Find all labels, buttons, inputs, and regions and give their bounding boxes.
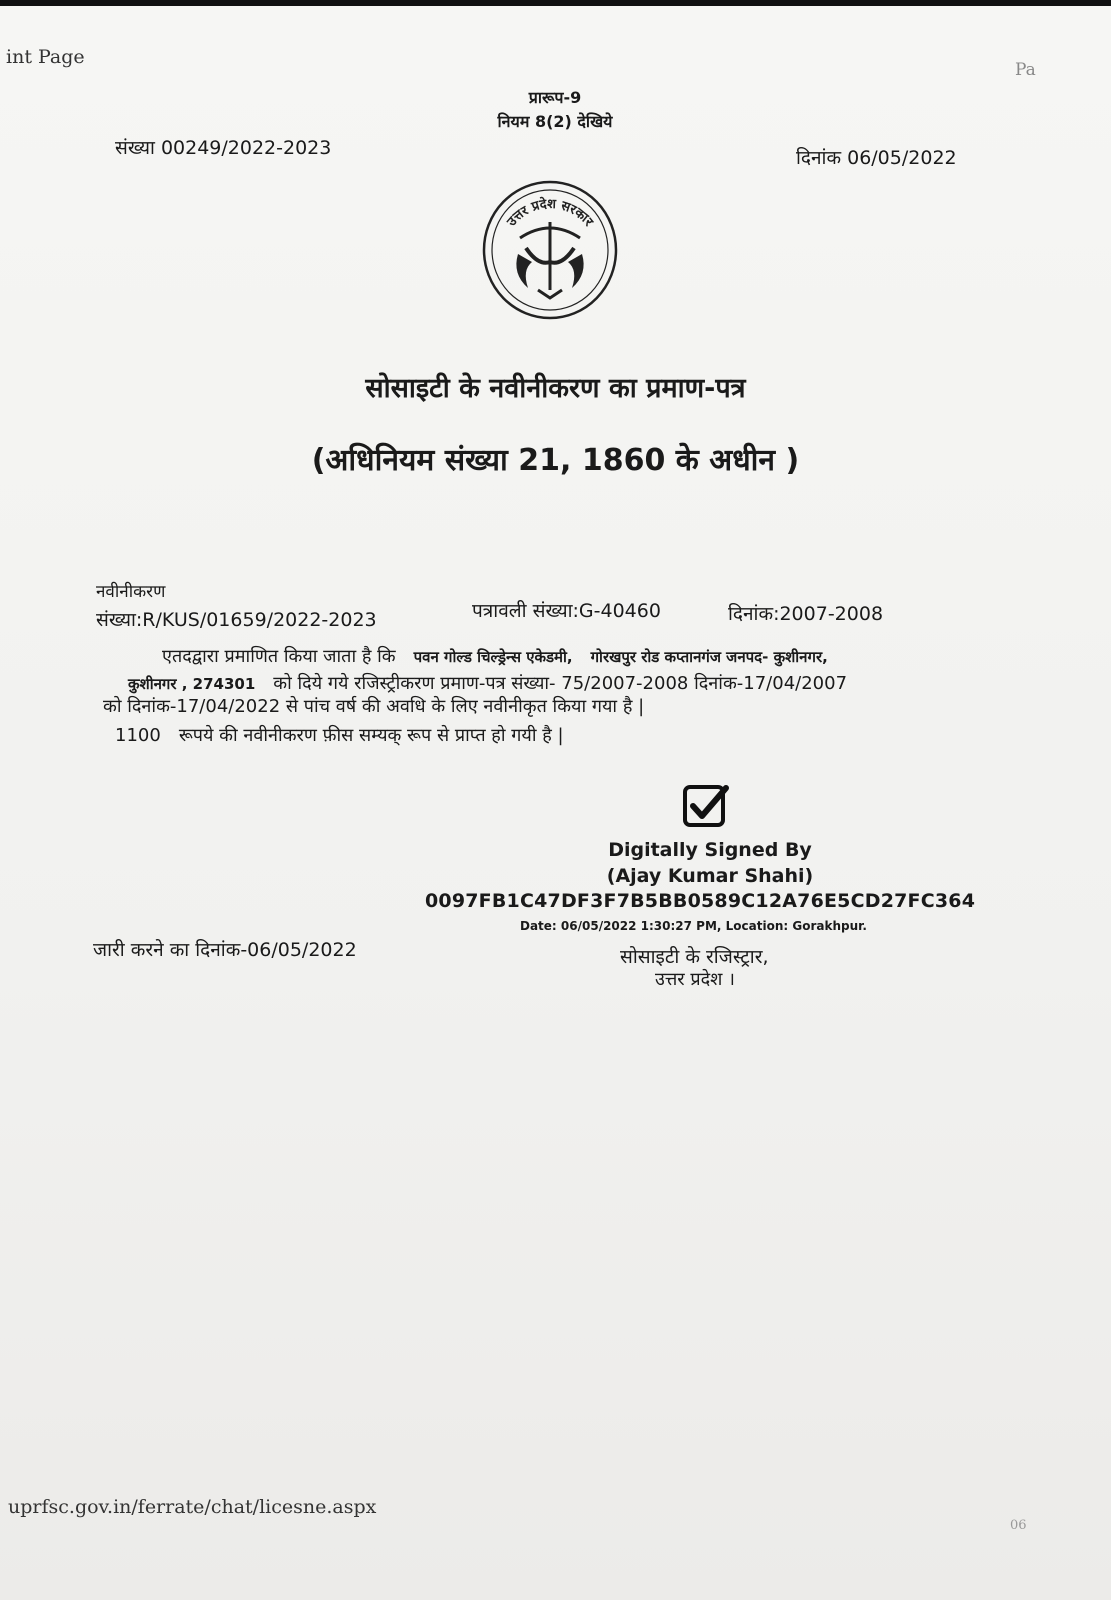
fee-text: रूपये की नवीनीकरण फ़ीस सम्यक् रूप से प्राप्त हो गयी है |: [178, 725, 564, 746]
document-date: दिनांक 06/05/2022: [796, 147, 957, 169]
registrar-title: सोसाइटी के रजिस्ट्रार,: [620, 946, 769, 968]
renewal-number: संख्या:R/KUS/01659/2022-2023: [96, 609, 377, 631]
svg-text:उत्तर प्रदेश सरकार: उत्तर प्रदेश सरकार: [504, 196, 596, 230]
file-number: पत्रावली संख्या:G-40460: [472, 600, 661, 622]
certificate-title: सोसाइटी के नवीनीकरण का प्रमाण-पत्र: [365, 373, 746, 404]
print-header: int Page: [6, 46, 85, 68]
society-pincode: कुशीनगर , 274301: [128, 675, 256, 693]
up-government-emblem-icon: [480, 178, 620, 322]
certificate-page: [0, 6, 1111, 1600]
body-line-2: [128, 671, 847, 695]
signature-date-location: Date: 06/05/2022 1:30:27 PM, Location: Gorakhpur.: [520, 919, 867, 933]
certificate-subtitle: (अधिनियम संख्या 21, 1860 के अधीन ): [311, 443, 800, 478]
registrar-state: उत्तर प्रदेश ।: [655, 969, 735, 990]
page-label: Pa: [1015, 60, 1036, 80]
society-address: गोरखपुर रोड कप्तानगंज जनपद- कुशीनगर,: [590, 648, 828, 666]
renewal-label: नवीनीकरण: [96, 582, 166, 602]
file-date: दिनांक:2007-2008: [728, 603, 884, 625]
footer-page-number: 06: [1010, 1518, 1027, 1533]
issue-date: जारी करने का दिनांक-06/05/2022: [93, 939, 357, 961]
footer-url: uprfsc.gov.in/ferrate/chat/licesne.aspx: [8, 1496, 377, 1518]
certify-text: एतदद्वारा प्रमाणित किया जाता है कि: [162, 646, 396, 667]
society-name: पवन गोल्ड चिल्ड्रेन्स एकेडमी,: [413, 648, 573, 666]
signature-id: 0097FB1C47DF3F7B5BB0589C12A76E5CD27FC364: [425, 890, 976, 912]
fee-amount: 1100: [115, 725, 161, 746]
reference-number: संख्या 00249/2022-2023: [115, 137, 332, 159]
signer-name: (Ajay Kumar Shahi): [606, 865, 814, 887]
body-line-1: [162, 644, 828, 668]
body-line-3: को दिनांक-17/04/2022 से पांच वर्ष की अवधि के लिए नवीनीकृत किया गया है |: [103, 696, 645, 717]
body-line-4: [115, 723, 564, 747]
rule-reference: नियम 8(2) देखिये: [497, 112, 613, 131]
signature-heading: Digitally Signed By: [608, 839, 812, 861]
checkmark-icon: [682, 782, 730, 830]
form-number: प्रारूप-9: [528, 88, 582, 107]
registration-text: को दिये गये रजिस्ट्रीकरण प्रमाण-पत्र संख्या- 75/2007-2008 दिनांक-17/04/2007: [273, 673, 848, 694]
